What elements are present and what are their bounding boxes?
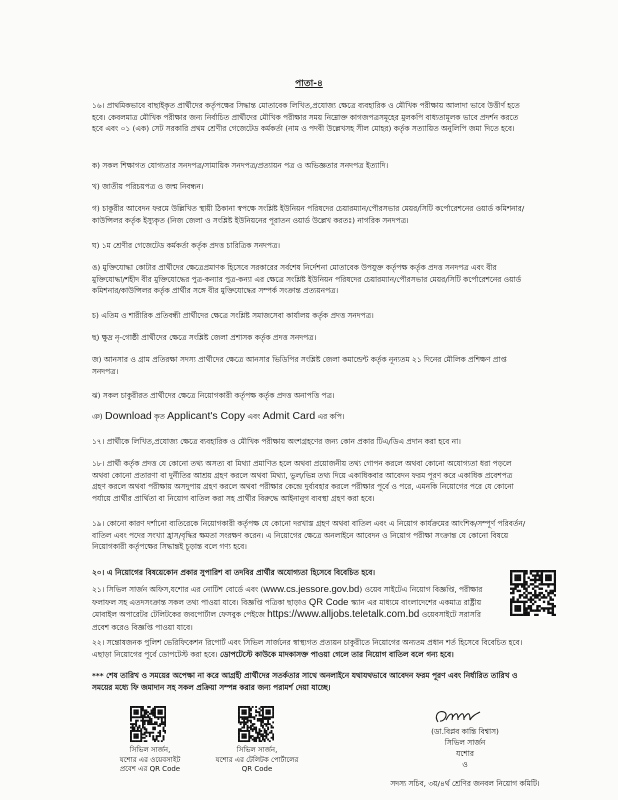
portal-qr-caption [205, 746, 309, 775]
qr-code-text: QR Code [308, 596, 349, 608]
page-number: পাতা-৪ [295, 79, 323, 89]
item-21-a: ২১। সিভিল সার্জন অফিস,যশোর এর নোটিশ বোর্ডে এবং ( [92, 585, 264, 594]
caption-line: প্রবেশ এর QR Code [119, 765, 181, 773]
item-nya-mid1: কৃত [151, 412, 168, 421]
caption-line: সিভিল সার্জন, [129, 746, 171, 754]
applicant-copy-text: Applicant's Copy [167, 410, 246, 422]
signer-name: (ডা.বিপ্লব কান্তি বিশ্বাস) [431, 727, 499, 736]
item-chha: ছ) ক্ষুদ্র নৃ-গোষ্ঠী প্রার্থীদের ক্ষেত্রে সংশ্লিষ্ট জেলা প্রশাসক কর্তৃক প্রদত্ত সনদপত্র। [92, 333, 317, 342]
signer-conjunction: ও [462, 760, 468, 769]
website-qr-code [130, 706, 166, 742]
item-21-b: ) ওয়েব সাইটেএ নিয়োগ বিজ্ঞপ্তি, পরীক্ষার ফলাফল সহ এতদসংক্রান্ত সকল তথ্য পাওয়া যাবে। বিজ্ঞপ্তি পত্রিকা ছাড়াও [92, 585, 483, 607]
caption-line: যশোর এর টেলিটক পোর্টালের [215, 755, 299, 764]
item-cha: চ) এতিম ও শারীরিক প্রতিবন্ধী প্রার্থীদের ক্ষেত্রে সংশ্লিষ্ট সমাজসেবা কার্যালয় কর্তৃক প্রদত্ত সনদপত্র। [92, 311, 374, 320]
item-17: ১৭। প্রার্থীকে লিখিত,প্রযোজ্য ক্ষেত্রে ব্যবহারিক ও মৌখিক পরীক্ষায় অংশগ্রহণের জন্য কোন প্রকার টিএ/ডিএ প্রদান করা হবে না। [92, 437, 461, 446]
item-21-d: ওয়েবসাইটে সরাসরি প্রবেশ করেও বিজ্ঞপ্তি পাওয়া যাবে। [92, 610, 481, 632]
item-nya-suffix: এর কপি। [315, 412, 345, 421]
item-jha: ঝ) সকল চাকুরীরত প্রার্থীদের ক্ষেত্রে নিয়োগকারী কর্তৃপক্ষ কর্তৃক প্রদত্ত অনাপত্তি পত্র। [92, 391, 335, 400]
item-21-c: স্ক্যান এর মাধ্যমে বাংলাদেশের একমাত্র রাষ্ট্রীয় মোবাইল অপারেটর টেলিটকের জবপোর্টাল ফেসবুক পেইজে [92, 597, 482, 619]
item-22-a: ২২। সন্তোষজনক পুলিশ ভেরিফিকেশন রিপোর্ট এবং সিভিল সার্জনের স্বাস্থ্যগত প্রত্যয়ন চাকুরীতে নিয়োগের অন্যতম প্রধান শর্ত হিসেবে বিবেচিত হবে। এছাড়া নিয়োগের পূর্বে ডোপটেস্ট করা হবে। [92, 638, 523, 659]
deadline-notice: *** শেষ তারিখ ও সময়ের অপেক্ষা না করে আগ্রহী প্রার্থীদের সতর্কতার সাথে অনলাইনে যথাযথভাবে আবেদন ফরম পূরণ এবং নির্ধারিত তারিখ ও সময়ের মধ্যে ফি জমাদান সহ সকল প্রক্রিয়া সম্পন্ন করার জন্য পরামর্শ দেয়া যাচ্ছে। [92, 671, 518, 692]
item-uma: ঙ) মুক্তিযোদ্ধা কোটার প্রার্থীদের ক্ষেত্রেপ্রমাণক হিসেবে সরকারের সর্বশেষ নির্দেশনা মোতাবেক উপযুক্ত কর্তৃপক্ষ কর্তৃক প্রদত্ত সনদপত্র এবং বীর মুক্তিযোদ্ধা/শহীদ বীর মুক্তিযোদ্ধের পুত্র-কন্যার পুত্র-কন্যা এর ক্ষেত্রে সংশ্লিষ্ট ইউনিয়ন পরিষদের চেয়ারম্যান/পৌরসভার মেয়র/সিটি কর্পোরেশনের ওয়ার্ড কমিশনার/কাউন্সিলর কর্তৃক প্রার্থীর সঙ্গে বীর মুক্তিযোদ্ধের সম্পর্ক সংক্রান্ত প্রত্যয়নপত্র। [92, 263, 522, 295]
caption-line: সিভিল সার্জন, [236, 746, 278, 754]
item-nya-mid2: এবং [245, 412, 263, 421]
item-ga: গ) চাকুরীর আবেদন ফরমে উল্লিখিত স্থায়ী ঠিকানা স্বপক্ষে সংশ্লিষ্ট ইউনিয়ন পরিষদের চেয়ারম্যান/পৌরসভার মেয়র/সিটি কর্পোরেশনের ওয়ার্ড কমিশনার/কাউন্সিলর কর্তৃক ইস্যুকৃত (নিজ জেলা ও সংশ্লিষ্ট ইউনিয়নের পূরাতন ওয়ার্ড উল্লেখ করতঃ) নাগরিক সনদপত্র। [92, 204, 525, 225]
signature-block [400, 726, 530, 770]
teletalk-url: https://www.alljobs.teletalk.com.bd [267, 609, 420, 620]
item-gha: ঘ) ১ম শ্রেণীর গেজেটেড কর্মকর্তা কর্তৃক প্রদত্ত চারিত্রিক সনদপত্র। [92, 241, 281, 250]
website-url: www.cs.jessore.gov.bd [263, 584, 360, 595]
item-19: ১৯। কোনো কারণ দর্শানো ব্যতিরেকে নিয়োগকারী কর্তৃপক্ষ যে কোনো দরখাস্ত গ্রহণ অথবা বাতিল এবং এ নিয়োগ কার্যক্রমের আংশিক/সম্পূর্ণ পরিবর্তন/বাতিল এবং পদের সংখ্যা হ্রাস/বৃদ্ধির ক্ষমতা সংরক্ষণ করেন। এ নিয়োগের ক্ষেত্রে অনলাইনে আবেদন ও নিয়োগ পরীক্ষা সংক্রান্ত যে কোনো বিষয়ে নিয়োগকারী কর্তৃপক্ষের সিদ্ধান্তই চূড়ান্ত বলে গণ্য হবে। [92, 519, 526, 551]
signer-place: যশোর [456, 749, 474, 758]
download-text: Download [105, 410, 152, 422]
committee-title: সদস্য সচিব, ৩য়/৪র্থ শ্রেণির জনবল নিয়োগ কমিটি। [390, 779, 540, 788]
signer-title: সিভিল সার্জন [444, 738, 486, 747]
item-nya-prefix: ঞ) [92, 412, 106, 421]
caption-line: যশোর এর ওয়েবসাইট [119, 755, 181, 764]
item-22 [92, 637, 526, 660]
item-ka: ক) সকল শিক্ষাগত যোগ্যতার সনদপত্র/সামায়িক সনদপত্র/প্রত্যায়ন পত্র ও অভিজ্ঞতার সনদপত্র ইত্যাদি। [92, 161, 389, 170]
item-ja: জ) আনসার ও গ্রাম প্রতিরক্ষা সদস্য প্রার্থীদের ক্ষেত্রে আনসার ভিডিপির সংশ্লিষ্ট জেলা কমান্ডেন্ট কর্তৃক নূন্যতম ২১ দিনের মৌলিক প্রশিক্ষণ প্রাপ্ত সনদপত্র। [92, 355, 507, 376]
item-18: ১৮। প্রার্থী কর্তৃক প্রদত্ত যে কোনো তথ্য অসত্য বা মিথ্যা প্রমাণিত হলে অথবা প্রয়োজনীয় তথ্য গোপন করলে অথবা কোনো অযোগ্যতা ধরা পড়লে অথবা কোনো প্রতারণা বা দুর্নীতির আশ্রয় গ্রহণ করলে অথবা মিথ্যা, ভুল/ভিন্ন তথ্য দিয়ে একাধিকবার আবেদন ফরম পূরণ করে একাধিক প্রবেশপত্র গ্রহণ করলে অথবা পরীক্ষায় অসদুপায় গ্রহণ করলে অথবা পরীক্ষার কেন্দ্রে দুর্ব্যবহার করলে পরীক্ষার পূর্বে ও পরে, এমনকি নিয়োগের পরে যে কোনো পর্যায়ে প্রার্থীর প্রার্থিতা বা নিয়োগ বাতিল করা সহ প্রার্থীর বিরুদ্ধে আইনানুগ ব্যবস্থা গ্রহণ করা হবে। [92, 459, 514, 503]
item-20: ২০। এ নিয়োগের বিষয়েকোন প্রকার সুপারিশ বা তদবির প্রার্থীর অযোগ্যতা হিসেবে বিবেচিত হবে। [92, 568, 375, 577]
item-21 [92, 584, 497, 634]
teletalk-qr-code [510, 570, 556, 616]
portal-qr-code [238, 706, 274, 742]
item-kha: খ) জাতীয় পরিচয়পত্র ও জন্ম নিবন্ধন। [92, 182, 204, 191]
item-22-b: ডোপটেস্টে কাউকে মাদকাসক্ত পাওয়া গেলে তার নিয়োগ বাতিল বলে গন্য হবে। [220, 649, 454, 659]
item-16: ১৬। প্রাথমিকভাবে বাছাইকৃত প্রার্থীদের কর্তৃপক্ষের সিদ্ধান্ত মোতাবেক লিখিত,প্রযোজ্য ক্ষেত্রে ব্যবহারিক ও মৌখিক পরীক্ষায় আলাদা ভাবে উত্তীর্ণ হতে হবে। কেবলমাত্র মৌখিক পরীক্ষার জন্য নির্বাচিত প্রার্থীদের মৌখিক পরীক্ষার সময় নিম্নোক্ত কাগজপত্রসমূহের মুলকপি বাধ্যতামূলক ভাবে প্রদর্শন করতে হবে এবং ০১ (এক) সেট সরকারি প্রথম শ্রেণীর গেজেটেড কর্মকর্তা (নাম ও পদবী উল্লেখসহ সীল মোহর) কর্তৃক সত্যায়িত অনুলিপি জমা দিতে হবে। [92, 101, 520, 133]
caption-line: QR Code [241, 765, 273, 773]
item-nya [92, 409, 526, 424]
admit-card-text: Admit Card [262, 410, 316, 422]
website-qr-caption [100, 746, 200, 775]
